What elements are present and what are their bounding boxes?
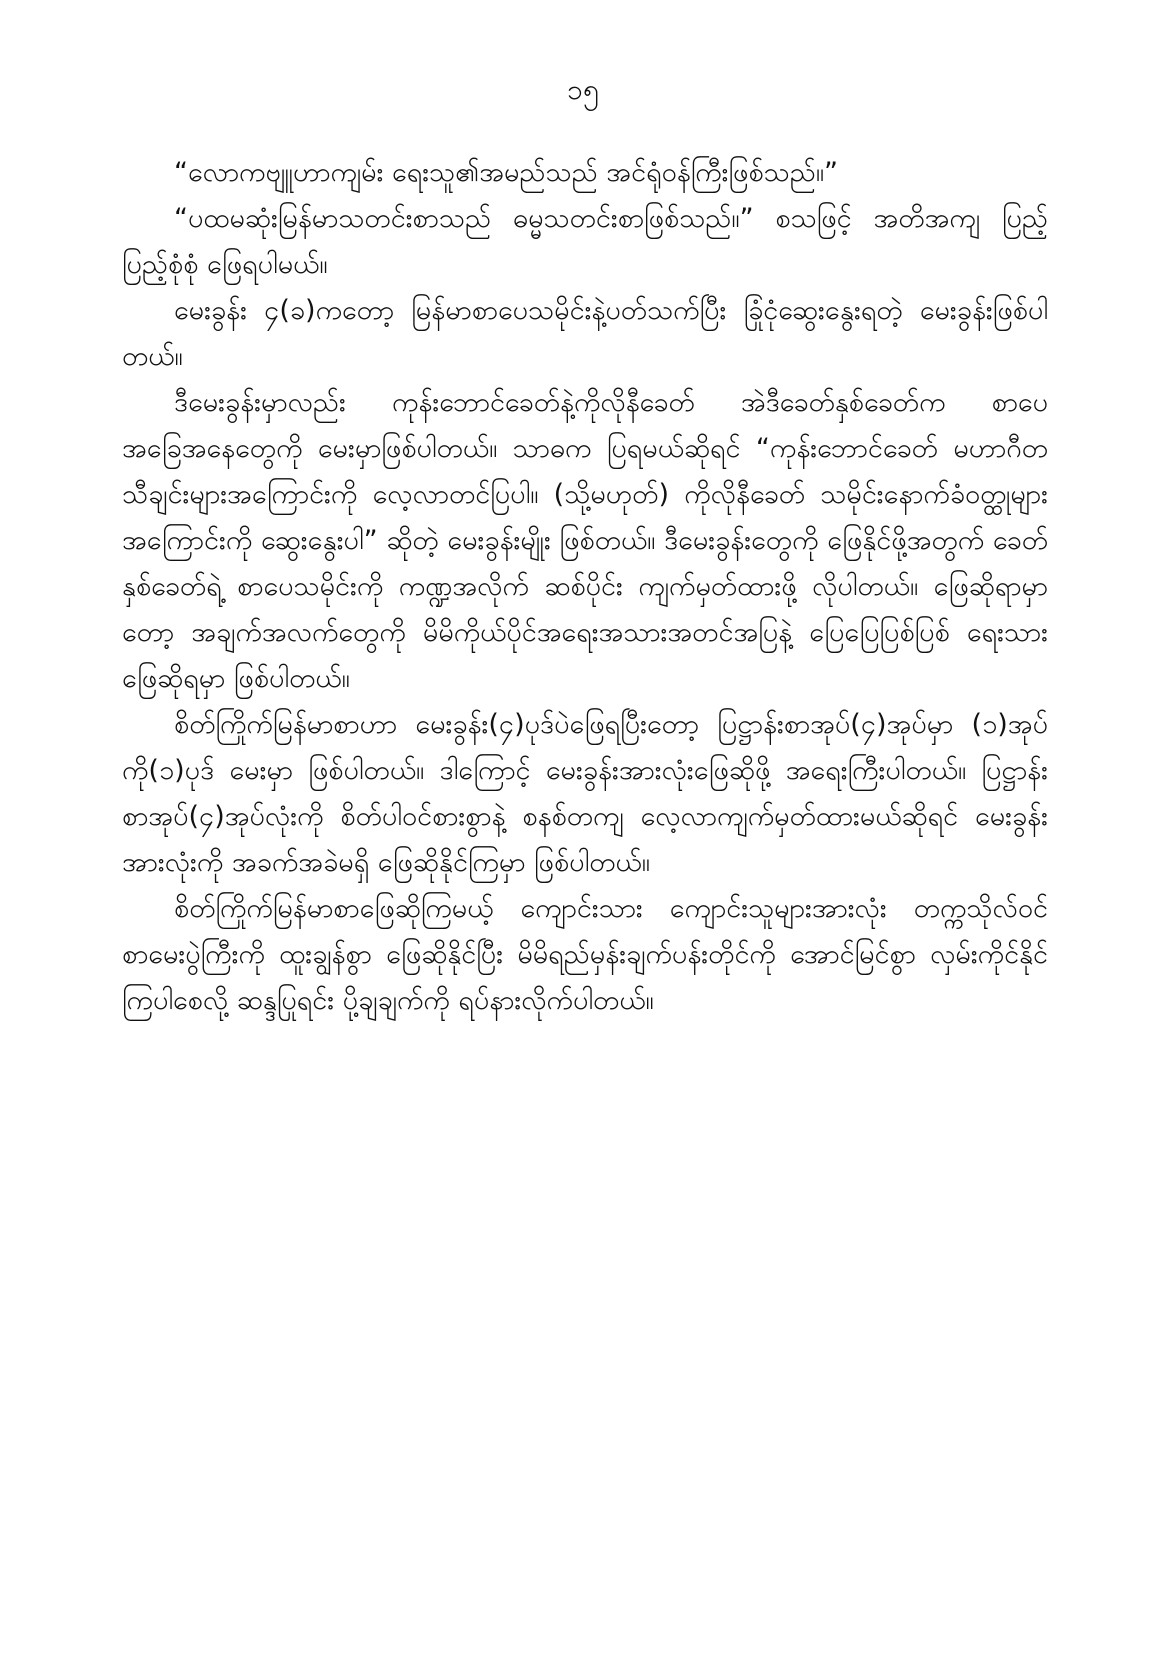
paragraph-5: စိတ်ကြိုက်မြန်မာစာဟာ မေးခွန်း(၄)ပုဒ်ပဲဖြေရပြီးတော့ ပြဋ္ဌာန်းစာအုပ်(၄)အုပ်မှာ (၁)အုပ်ကို(၁)ပုဒ် မေးမှာ ဖြစ်ပါတယ်။ ဒါကြောင့် မေးခွန်းအားလုံးဖြေဆိုဖို့ အရေးကြီးပါတယ်။ ပြဋ္ဌာန်းစာအုပ်(၄)အုပ်လုံးကို စိတ်ပါဝင်စားစွာနဲ့ စနစ်တကျ လေ့လာကျက်မှတ်ထားမယ်ဆိုရင် မေးခွန်းအားလုံးကို အခက်အခဲမရှိ ဖြေဆိုနိုင်ကြမှာ ဖြစ်ပါတယ်။ — [122, 709, 1048, 878]
paragraph-2: “ပထမဆုံးမြန်မာသတင်းစာသည် ဓမ္မသတင်းစာဖြစ်သည်။” စသဖြင့် အတိအကျ ပြည့်ပြည့်စုံစုံ ဖြေရပါမယ်။ — [122, 203, 1048, 280]
page-number: ၁၅ — [567, 73, 599, 106]
paragraph-3: မေးခွန်း ၄(ခ)ကတော့ မြန်မာစာပေသမိုင်းနဲ့ပတ်သက်ပြီး ခြုံငုံဆွေးနွေးရတဲ့ မေးခွန်းဖြစ်ပါတယ်။ — [122, 295, 1048, 372]
paragraph-6: စိတ်ကြိုက်မြန်မာစာဖြေဆိုကြမယ့် ကျောင်းသား ကျောင်းသူများအားလုံး တက္ကသိုလ်ဝင်စာမေးပွဲကြီးကို ထူးချွန်စွာ ဖြေဆိုနိုင်ပြီး မိမိရည်မှန်းချက်ပန်းတိုင်ကို အောင်မြင်စွာ လှမ်းကိုင်နိုင်ကြပါစေလို့ ဆန္ဒပြုရင်း ပို့ချချက်ကို ရပ်နားလိုက်ပါတယ်။ — [122, 893, 1048, 1016]
paragraph-4: ဒီမေးခွန်းမှာလည်း ကုန်းဘောင်ခေတ်နဲ့ကိုလိုနီခေတ် အဲဒီခေတ်နှစ်ခေတ်က စာပေအခြေအနေတွေကို မေးမှာဖြစ်ပါတယ်။ သာဓက ပြရမယ်ဆိုရင် “ကုန်းဘောင်ခေတ် မဟာဂီတ သီချင်းများအကြောင်းကို လေ့လာတင်ပြပါ။ (သို့မဟုတ်) ကိုလိုနီခေတ် သမိုင်းနောက်ခံဝတ္ထုများအကြောင်းကို ဆွေးနွေးပါ” ဆိုတဲ့ မေးခွန်းမျိုး ဖြစ်တယ်။ ဒီမေးခွန်းတွေကို ဖြေနိုင်ဖို့အတွက် ခေတ်နှစ်ခေတ်ရဲ့ စာပေသမိုင်းကို ကဏ္ဍအလိုက် ဆစ်ပိုင်း ကျက်မှတ်ထားဖို့ လိုပါတယ်။ ဖြေဆိုရာမှာတော့ အချက်အလက်တွေကို မိမိကိုယ်ပိုင်အရေးအသားအတင်အပြနဲ့ ပြေပြေပြစ်ပြစ် ရေးသားဖြေဆိုရမှာ ဖြစ်ပါတယ်။ — [122, 387, 1048, 694]
paragraph-1: “လောကဗျူဟာကျမ်း ရေးသူ၏အမည်သည် အင်ရုံဝန်ကြီးဖြစ်သည်။” — [174, 157, 839, 188]
body-text — [122, 150, 1048, 1024]
